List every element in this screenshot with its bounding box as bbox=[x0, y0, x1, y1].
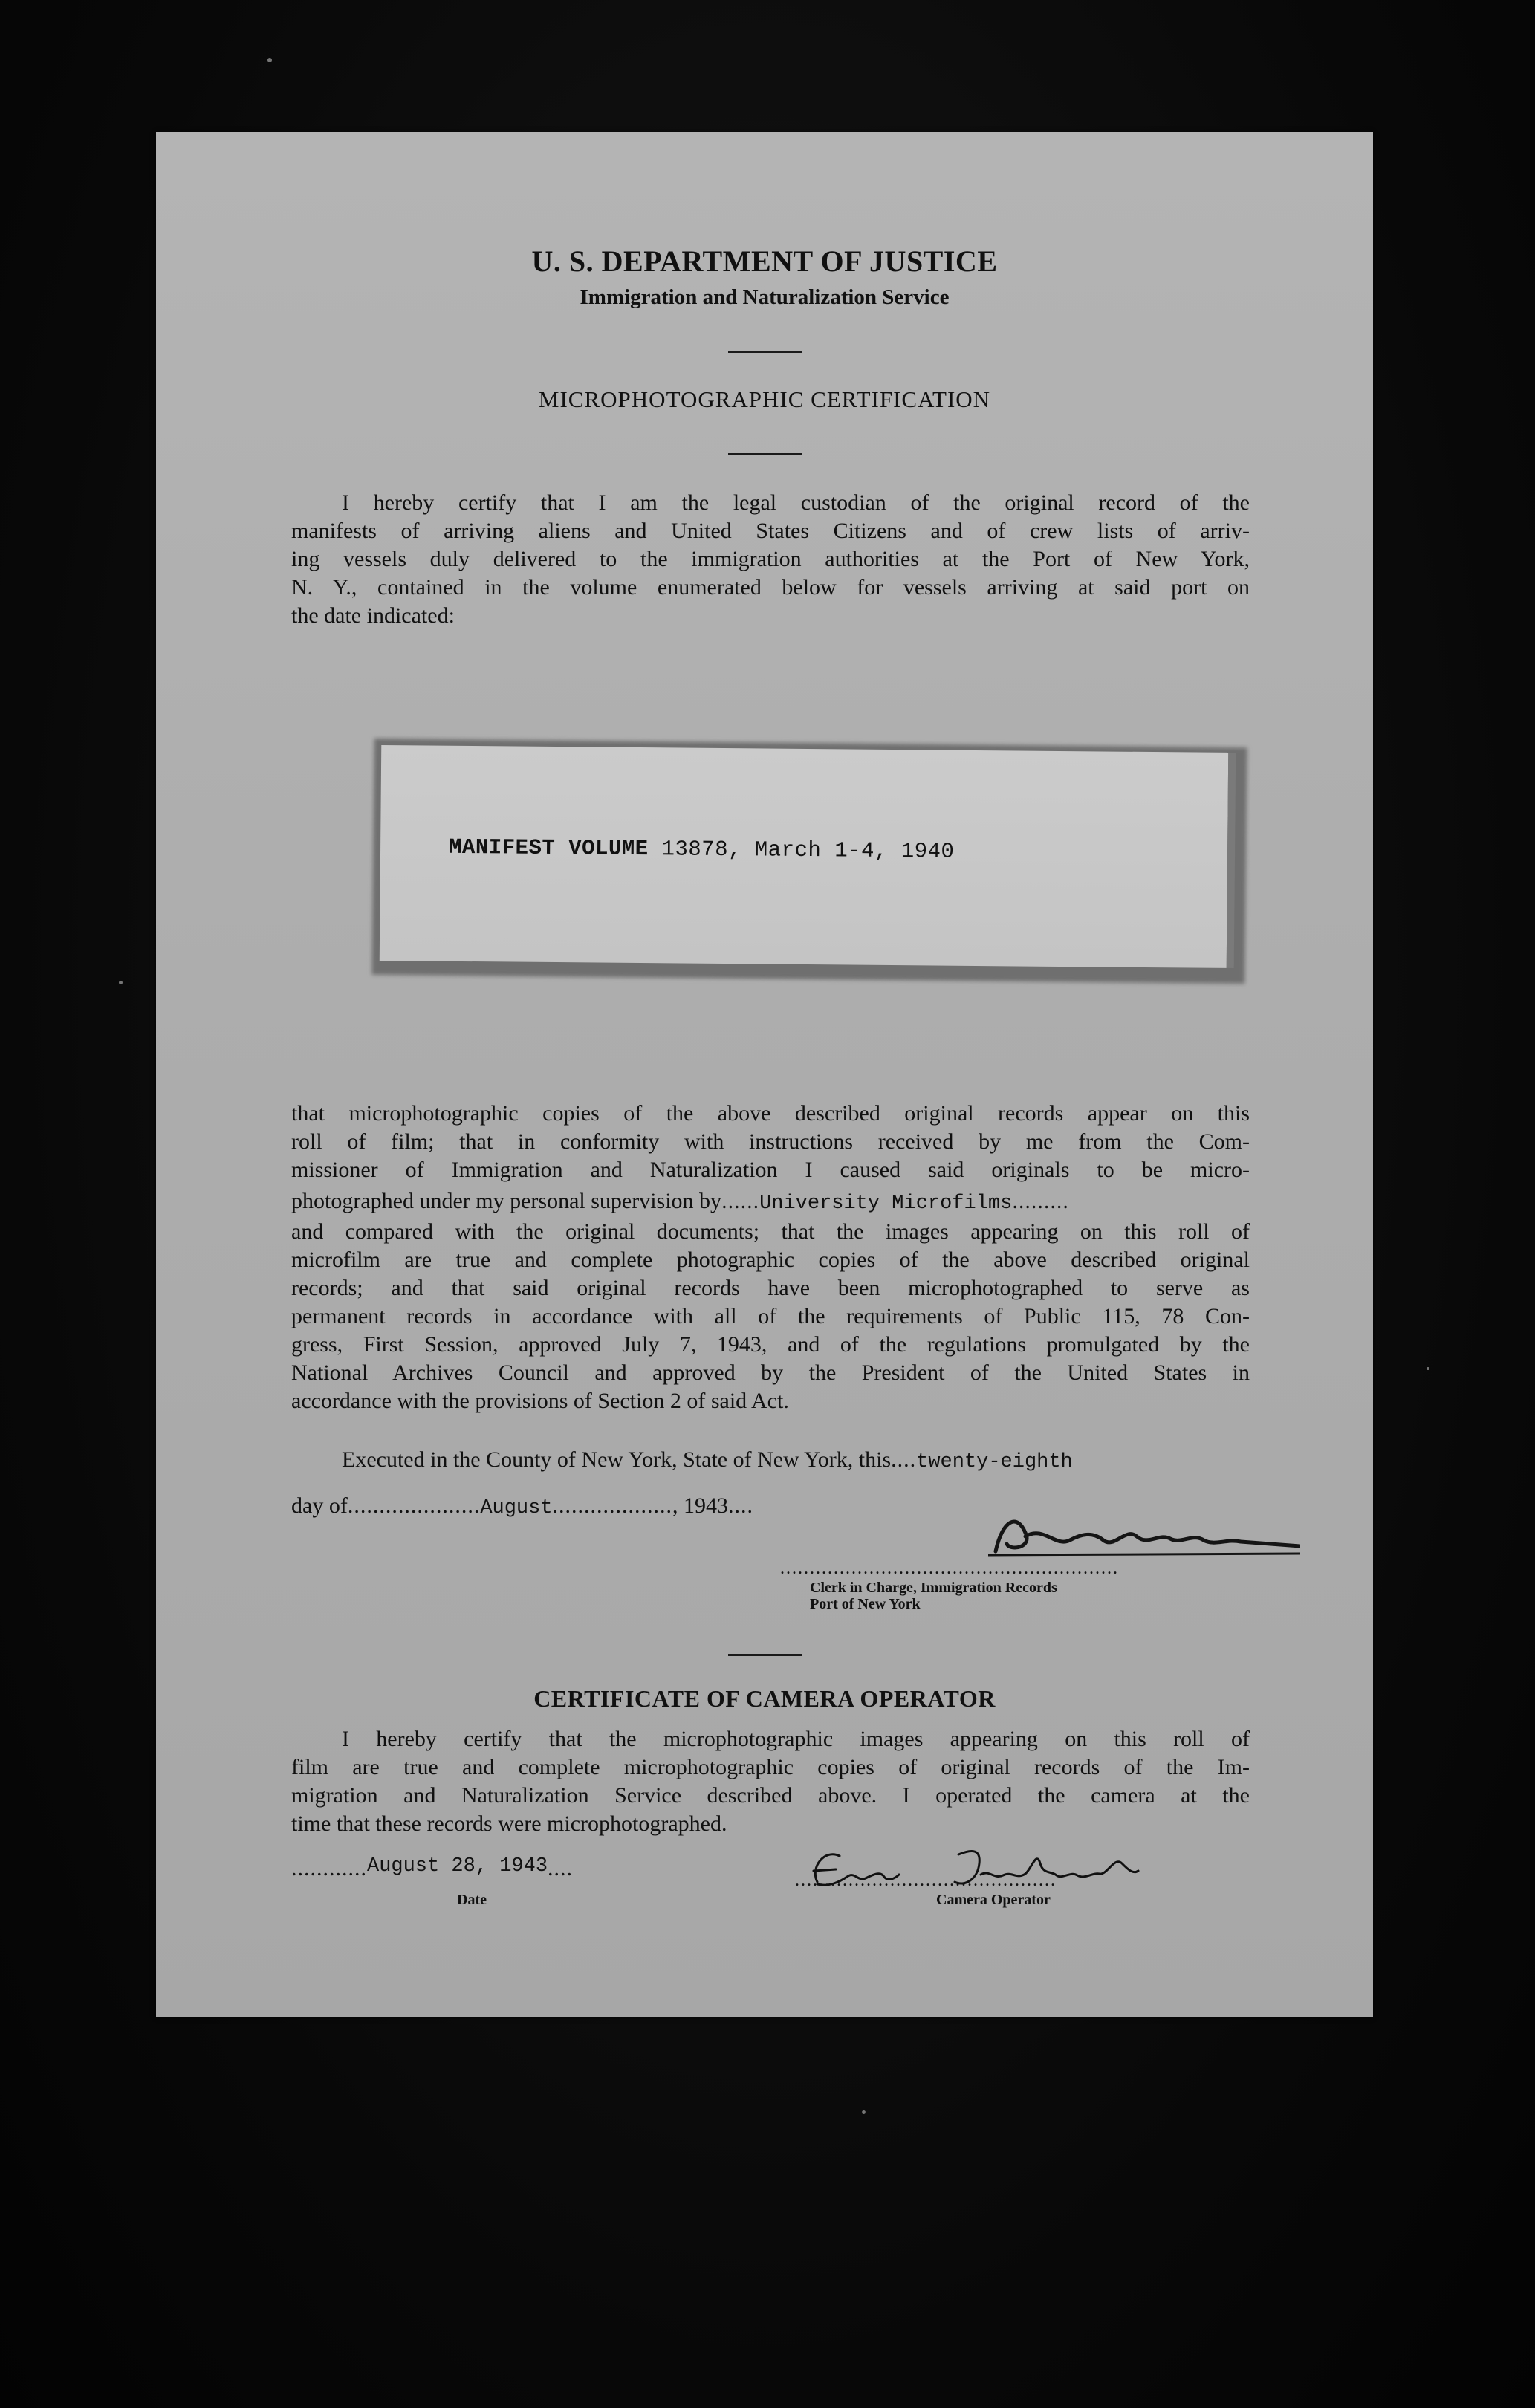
text-line: gress, First Session, approved July 7, 1943, and of the regulations promulgated by the bbox=[291, 1332, 1250, 1357]
text-line: I hereby certify that I am the legal custodian of the original record of the bbox=[342, 490, 1250, 515]
dot-leader: .... bbox=[891, 1447, 917, 1472]
executed-prefix: Executed in the County of New York, State of New York, this bbox=[342, 1447, 892, 1472]
body-paragraph bbox=[291, 1100, 1250, 1415]
manifest-slip bbox=[380, 745, 1236, 968]
intro-paragraph bbox=[291, 489, 1250, 630]
film-speck bbox=[1427, 1367, 1429, 1370]
dot-leader: .... bbox=[728, 1493, 754, 1518]
supervision-line bbox=[291, 1187, 1250, 1218]
signature-dot-line: ............................................ bbox=[795, 1871, 1057, 1890]
section-title: MICROPHOTOGRAPHIC CERTIFICATION bbox=[538, 386, 991, 412]
page-title: U. S. DEPARTMENT OF JUSTICE bbox=[531, 244, 998, 278]
dot-leader: ................... bbox=[552, 1493, 673, 1518]
signature-dot-line: ......................................................... bbox=[780, 1559, 1119, 1578]
camera-date-line bbox=[291, 1854, 722, 1885]
manifest-volume-label: MANIFEST VOLUME bbox=[448, 834, 649, 862]
text-line: National Archives Council and approved by the President of the United States in bbox=[291, 1360, 1250, 1385]
supervision-prefix: photographed under my personal supervision by bbox=[291, 1189, 722, 1213]
executed-text bbox=[291, 1446, 1250, 1476]
manifest-volume-text bbox=[449, 835, 955, 864]
text-line: manifests of arriving aliens and United States Citizens and of crew lists of arriv- bbox=[291, 519, 1250, 543]
executed-day: twenty-eighth bbox=[916, 1451, 1073, 1473]
text-line: time that these records were microphotographed. bbox=[291, 1811, 727, 1836]
camera-paragraph bbox=[291, 1725, 1250, 1838]
film-speck bbox=[119, 981, 123, 984]
text-line: film are true and complete microphotographic copies of original records of the Im- bbox=[291, 1755, 1250, 1779]
dot-leader: ...... bbox=[721, 1189, 760, 1213]
supervisor-name: University Microfilms bbox=[759, 1192, 1013, 1215]
certificate-page bbox=[156, 132, 1373, 2017]
divider bbox=[728, 351, 802, 353]
day-of-label: day of bbox=[291, 1493, 348, 1518]
executed-month: August bbox=[480, 1497, 553, 1519]
executed-year: , 1943 bbox=[672, 1493, 729, 1518]
text-line: ing vessels duly delivered to the immigration authorities at the Port of New York, bbox=[291, 547, 1250, 571]
text-line: migration and Naturalization Service described above. I operated the camera at the bbox=[291, 1783, 1250, 1808]
text-line: and compared with the original documents; that the images appearing on this roll of bbox=[291, 1219, 1250, 1244]
clerk-caption-title: Clerk in Charge, Immigration Records bbox=[810, 1580, 1057, 1596]
text-line: N. Y., contained in the volume enumerated below for vessels arriving at said port on bbox=[291, 575, 1250, 600]
operator-caption: Camera Operator bbox=[936, 1892, 1051, 1908]
text-line: permanent records in accordance with all of the requirements of Public 115, 78 Con- bbox=[291, 1304, 1250, 1328]
page-subtitle: Immigration and Naturalization Service bbox=[580, 285, 950, 309]
text-line: microfilm are true and complete photographic copies of the above described original bbox=[291, 1247, 1250, 1272]
clerk-caption bbox=[810, 1580, 1057, 1612]
dot-leader: .... bbox=[548, 1856, 574, 1880]
clerk-caption-port: Port of New York bbox=[810, 1596, 921, 1612]
camera-date-field bbox=[291, 1854, 722, 1885]
film-speck bbox=[862, 2110, 866, 2114]
text-line: missioner of Immigration and Naturalization I caused said originals to be micro- bbox=[291, 1158, 1250, 1182]
executed-line bbox=[291, 1446, 1250, 1476]
text-line: I hereby certify that the microphotographic images appearing on this roll of bbox=[342, 1727, 1250, 1751]
text-line: records; and that said original records have been microphotographed to serve as bbox=[291, 1276, 1250, 1300]
text-line: that microphotographic copies of the above described original records appear on this bbox=[291, 1101, 1250, 1126]
dot-leader: ............ bbox=[291, 1856, 367, 1880]
film-speck bbox=[267, 58, 272, 62]
text-line: roll of film; that in conformity with instructions received by me from the Com- bbox=[291, 1129, 1250, 1154]
divider bbox=[728, 1654, 802, 1656]
date-caption: Date bbox=[457, 1892, 487, 1908]
divider bbox=[728, 453, 802, 455]
dot-leader: ......... bbox=[1012, 1189, 1069, 1213]
manifest-volume-value: 13878, March 1-4, 1940 bbox=[661, 837, 955, 864]
text-line: the date indicated: bbox=[291, 603, 455, 628]
text-line: accordance with the provisions of Section 2 of said Act. bbox=[291, 1389, 789, 1413]
camera-date: August 28, 1943 bbox=[367, 1855, 548, 1878]
dot-leader: ..................... bbox=[347, 1493, 481, 1518]
camera-certificate-title: CERTIFICATE OF CAMERA OPERATOR bbox=[533, 1685, 996, 1712]
clerk-signature bbox=[914, 1510, 1300, 1562]
